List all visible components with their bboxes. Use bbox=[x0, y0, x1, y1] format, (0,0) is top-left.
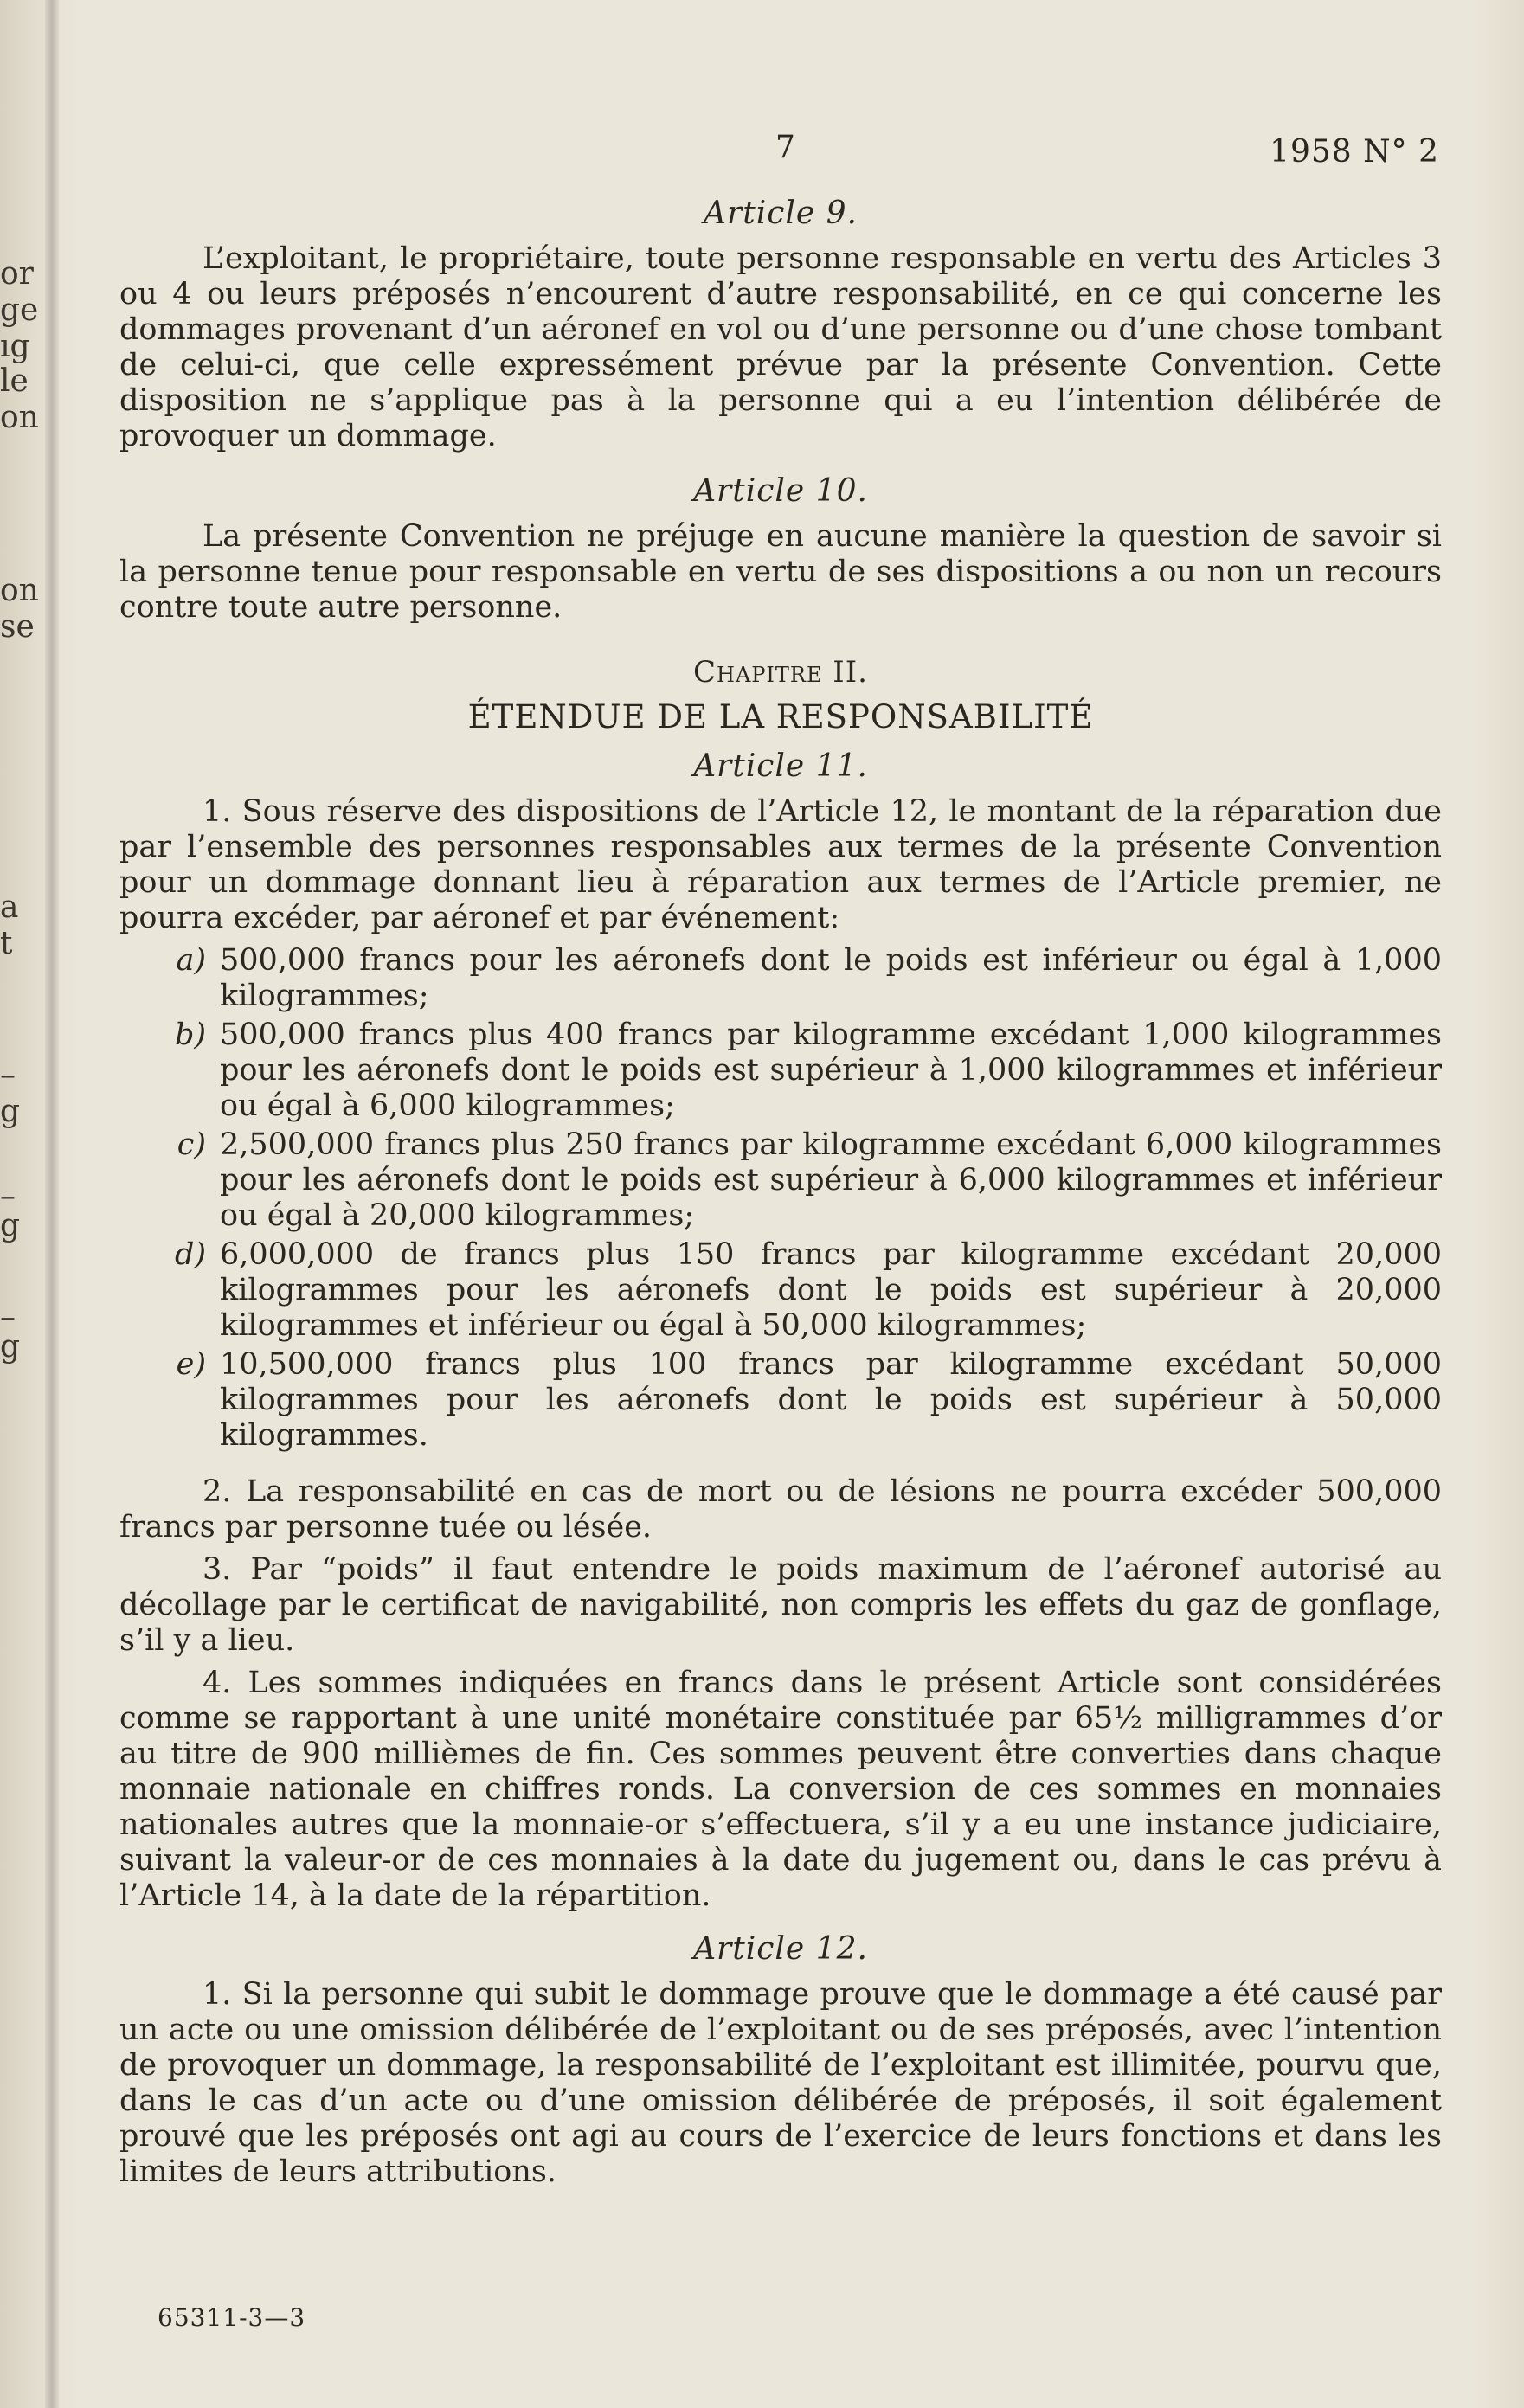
list-item-label: e) bbox=[176, 1347, 206, 1382]
margin-fragment: on bbox=[0, 573, 39, 608]
margin-fragment: or bbox=[0, 256, 34, 292]
margin-fragment: on bbox=[0, 400, 39, 435]
list-item-label: a) bbox=[176, 943, 206, 978]
article-10-title: Article 10. bbox=[693, 473, 868, 509]
list-item bbox=[119, 1018, 1442, 1124]
margin-fragment: – bbox=[0, 1057, 16, 1093]
list-item-label: d) bbox=[174, 1237, 206, 1272]
margin-fragment: – bbox=[0, 1178, 16, 1214]
list-item bbox=[119, 1237, 1442, 1344]
list-item bbox=[119, 1127, 1442, 1234]
article-11-paragraph-1: 1. Sous réserve des dispositions de l’Article 12, le montant de la réparation due par l’ensemble des personnes responsables aux termes de la présente Convention pour un dommage donnant lieu à réparation aux termes de l’Article premier, ne pourra excéder, par aéronef et par événement: bbox=[119, 794, 1442, 935]
margin-fragment: le bbox=[0, 363, 29, 399]
document-body bbox=[119, 196, 1442, 2197]
margin-fragment: ge bbox=[0, 292, 39, 328]
article-11-paragraph-4: 4. Les sommes indiquées en francs dans le présent Article sont considérées comme se rapportant à une unité monétaire constituée par 65½ milligrammes d’or au titre de 900 millièmes de fin. Ces sommes peuvent être converties dans chaque monnaie nationale en chiffres ronds. La conversion de ces sommes en monnaies nationales autres que la monnaie-or s’effectuera, s’il y a eu une instance judiciaire, suivant la valeur-or de ces monnaies à la date du jugement ou, dans le cas prévu à l’Article 14, à la date de la répartition. bbox=[119, 1666, 1442, 1913]
list-item bbox=[119, 943, 1442, 1014]
list-item-label: c) bbox=[177, 1127, 206, 1162]
amount-list bbox=[119, 943, 1442, 1454]
article-9-title: Article 9. bbox=[704, 196, 858, 231]
margin-fragment: g bbox=[0, 1094, 21, 1129]
margin-fragment: g bbox=[0, 1329, 21, 1365]
binding-fold bbox=[45, 0, 59, 2408]
print-code: 65311-3—3 bbox=[158, 2303, 306, 2332]
article-11-title: Article 11. bbox=[693, 748, 868, 784]
article-12-paragraph-1: 1. Si la personne qui subit le dommage prouve que le dommage a été causé par un acte ou une omission délibérée de l’exploitant ou de ses préposés, avec l’intention de provoquer un dommage, la responsabilité de l’exploitant est illimitée, pourvu que, dans le cas d’un acte ou d’une omission délibérée de préposés, il soit également prouvé que les préposés ont agi au cours de l’exercice de leurs fonctions et dans les limites de leurs attributions. bbox=[119, 1977, 1442, 2189]
list-item-text: 10,500,000 francs plus 100 francs par kilogramme excédant 50,000 kilogrammes pour les aéronefs dont le poids est supérieur à 50,000 kilogrammes. bbox=[220, 1347, 1442, 1453]
margin-fragment: ıg bbox=[0, 329, 30, 364]
margin-fragment: a bbox=[0, 889, 19, 925]
article-10-text: La présente Convention ne préjuge en aucune manière la question de savoir si la personne tenue pour responsable en vertu de ses dispositions a ou non un recours contre toute autre personne. bbox=[119, 519, 1442, 625]
document-reference: 1958 N° 2 bbox=[1270, 134, 1439, 170]
list-item-text: 500,000 francs pour les aéronefs dont le poids est inférieur ou égal à 1,000 kilogrammes; bbox=[220, 943, 1442, 1013]
list-item-text: 2,500,000 francs plus 250 francs par kilogramme excédant 6,000 kilogrammes pour les aéronefs dont le poids est supérieur à 6,000 kilogrammes et inférieur ou égal à 20,000 kilogrammes; bbox=[220, 1127, 1442, 1233]
margin-fragment: – bbox=[0, 1300, 16, 1335]
chapter-label: Chapitre II. bbox=[693, 655, 868, 690]
list-item-label: b) bbox=[174, 1018, 206, 1052]
article-9-text: L’exploitant, le propriétaire, toute personne responsable en vertu des Articles 3 ou 4 ou leurs préposés n’encourent d’autre responsabilité, en ce qui concerne les dommages provenant d’un aéronef en vol ou d’une personne ou d’une chose tombant de celui-ci, que celle expressément prévue par la présente Convention. Cette disposition ne s’applique pas à la personne qui a eu l’intention délibérée de provoquer un dommage. bbox=[119, 241, 1442, 453]
article-11-paragraph-2: 2. La responsabilité en cas de mort ou de lésions ne pourra excéder 500,000 francs par personne tuée ou lésée. bbox=[119, 1474, 1442, 1544]
list-item bbox=[119, 1347, 1442, 1454]
margin-fragment: se bbox=[0, 609, 35, 645]
article-12-title: Article 12. bbox=[693, 1931, 868, 1967]
article-11-paragraph-3: 3. Par “poids” il faut entendre le poids maximum de l’aéronef autorisé au décollage par le certificat de navigabilité, non compris les effets du gaz de gonflage, s’il y a lieu. bbox=[119, 1552, 1442, 1658]
list-item-text: 500,000 francs plus 400 francs par kilogramme excédant 1,000 kilogrammes pour les aéronefs dont le poids est supérieur à 1,000 kilogrammes et inférieur ou égal à 6,000 kilogrammes; bbox=[220, 1018, 1442, 1123]
margin-fragment: t bbox=[0, 926, 13, 961]
list-item-text: 6,000,000 de francs plus 150 francs par kilogramme excédant 20,000 kilogrammes pour les aéronefs dont le poids est supérieur à 20,000 kilogrammes et inférieur ou égal à 50,000 kilogrammes; bbox=[220, 1237, 1442, 1343]
margin-fragment: g bbox=[0, 1208, 21, 1243]
chapter-title: ÉTENDUE DE LA RESPONSABILITÉ bbox=[467, 698, 1094, 735]
page-number: 7 bbox=[775, 130, 795, 165]
